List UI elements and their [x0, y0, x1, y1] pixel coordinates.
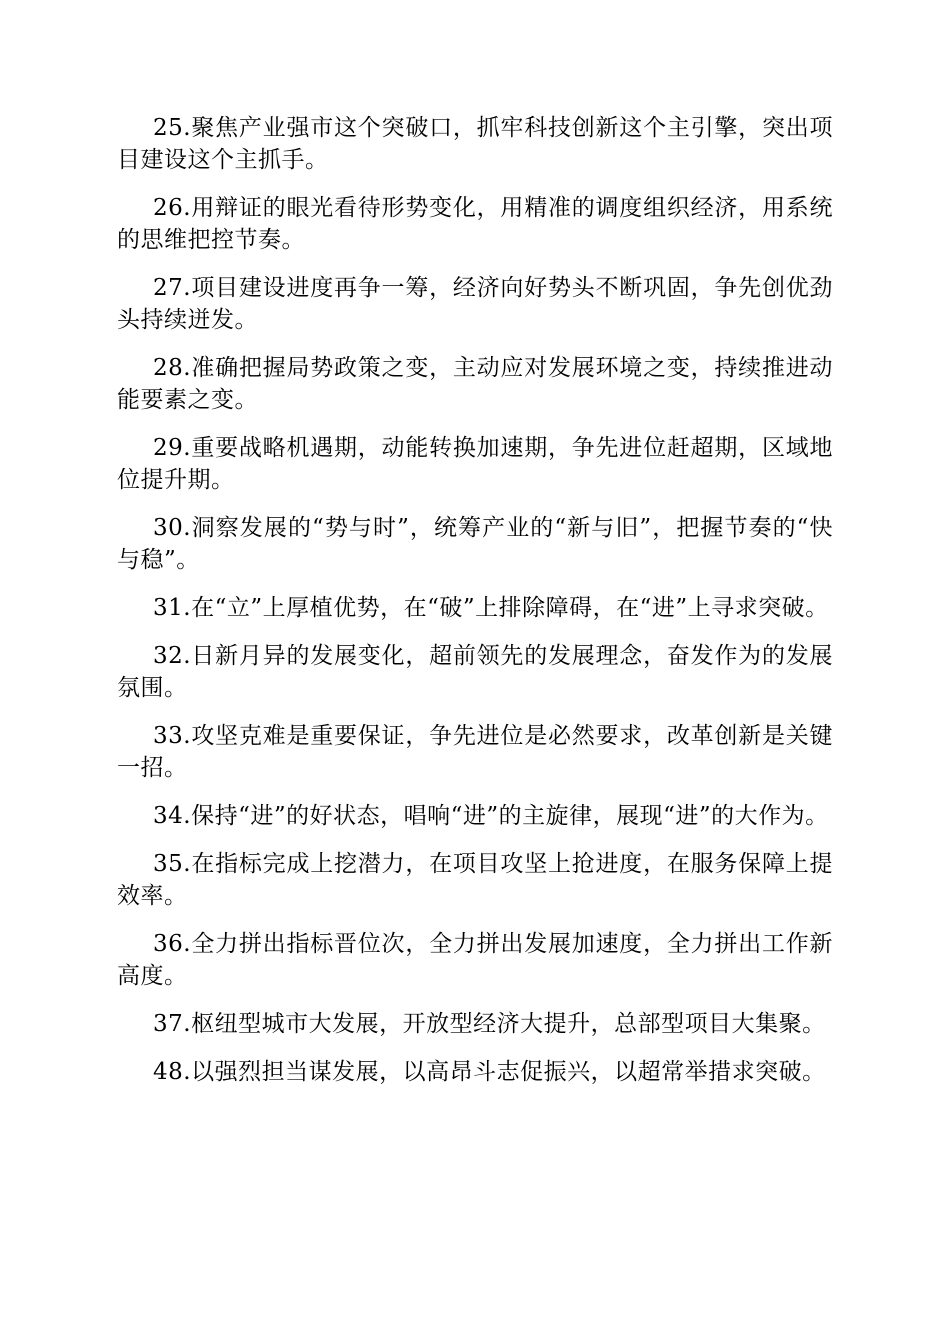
paragraph-31: 31.在“立”上厚植优势，在“破”上排除障碍，在“进”上寻求突破。: [153, 595, 829, 621]
document-page: [117, 112, 833, 1104]
paragraph-26: 26.用辩证的眼光看待形势变化，用精准的调度组织经济，用系统的思维把控节奏。: [117, 195, 833, 253]
paragraph-37: 37.枢纽型城市大发展，开放型经济大提升，总部型项目大集聚。: [153, 1011, 826, 1037]
paragraph-36: 36.全力拼出指标晋位次，全力拼出发展加速度，全力拼出工作新高度。: [117, 931, 833, 989]
paragraph-27: 27.项目建设进度再争一筹，经济向好势头不断巩固，争先创优劲头持续迸发。: [117, 275, 833, 333]
paragraph-34: 34.保持“进”的好状态，唱响“进”的主旋律，展现“进”的大作为。: [153, 803, 829, 829]
paragraph-48: 48.以强烈担当谋发展，以高昂斗志促振兴，以超常举措求突破。: [153, 1059, 826, 1085]
paragraph-28: 28.准确把握局势政策之变，主动应对发展环境之变，持续推进动能要素之变。: [117, 355, 833, 413]
paragraph-35: 35.在指标完成上挖潜力，在项目攻坚上抢进度，在服务保障上提效率。: [117, 851, 833, 909]
paragraph-30: 30.洞察发展的“势与时”，统筹产业的“新与旧”，把握节奏的“快与稳”。: [117, 515, 833, 573]
paragraph-29: 29.重要战略机遇期，动能转换加速期，争先进位赶超期，区域地位提升期。: [117, 435, 833, 493]
paragraph-32: 32.日新月异的发展变化，超前领先的发展理念，奋发作为的发展氛围。: [117, 643, 833, 701]
paragraph-25: 25.聚焦产业强市这个突破口，抓牢科技创新这个主引擎，突出项目建设这个主抓手。: [117, 115, 833, 173]
paragraph-33: 33.攻坚克难是重要保证，争先进位是必然要求，改革创新是关键一招。: [117, 723, 833, 781]
